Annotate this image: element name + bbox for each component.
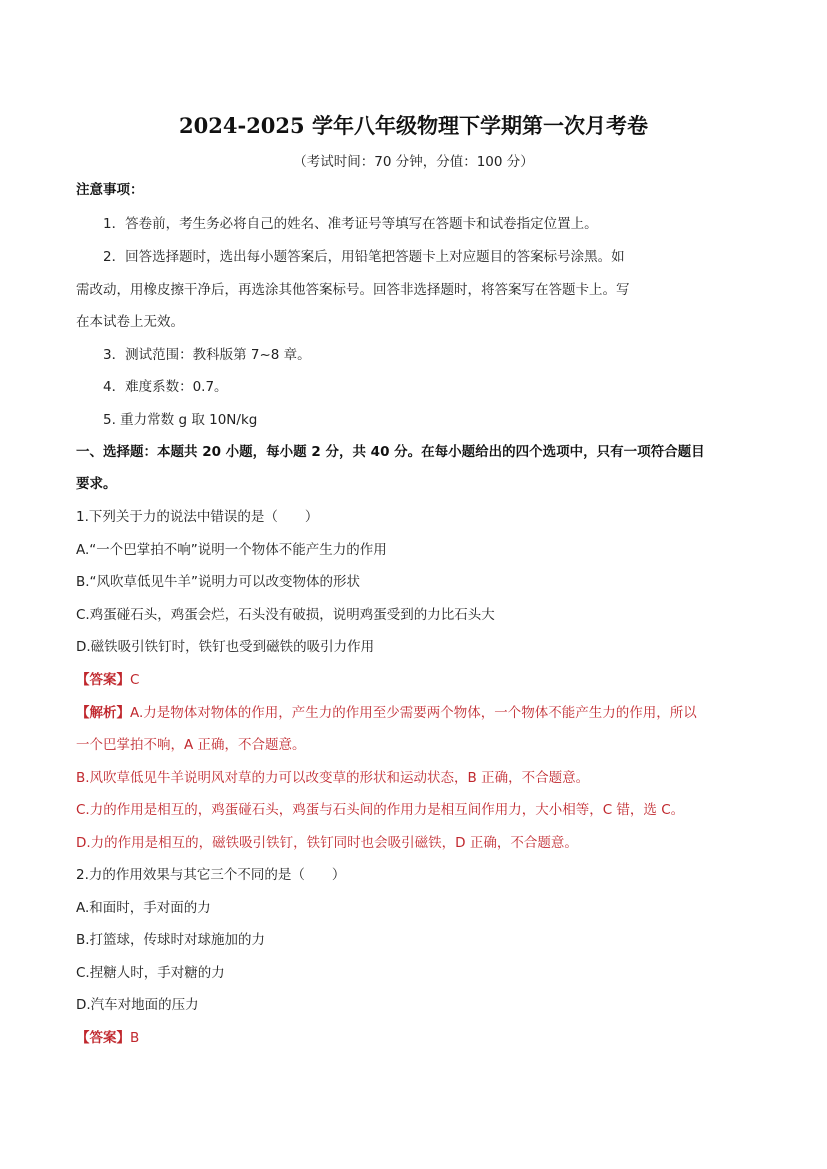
notice-item-5: 5. 重力常数 g 取 10N/kg: [103, 412, 258, 428]
question-1-stem: 1.下列关于力的说法中错误的是（ ）: [76, 509, 319, 525]
page-title: 2024-2025 学年八年级物理下学期第一次月考卷: [179, 113, 648, 138]
analysis-text: 一个巴掌拍不响，A 正确，不合题意。: [76, 737, 306, 753]
notice-item-1: 1．答卷前，考生务必将自己的姓名、准考证号等填写在答题卡和试卷指定位置上。: [103, 216, 598, 232]
analysis-label: 【解析】: [76, 705, 130, 721]
answer-label: 【答案】: [76, 672, 130, 688]
question-1-option-b: B.“风吹草低见牛羊”说明力可以改变物体的形状: [76, 574, 361, 590]
question-1-option-a: A.“一个巴掌拍不响”说明一个物体不能产生力的作用: [76, 542, 387, 558]
question-2-answer: [76, 1028, 139, 1048]
notice-heading: 注意事项：: [76, 182, 144, 198]
question-1-analysis: [76, 703, 697, 723]
question-2-option-a: A.和面时，手对面的力: [76, 900, 211, 916]
question-2-option-c: C.捏糖人时，手对糖的力: [76, 965, 225, 981]
notice-item-2-cont: 在本试卷上无效。: [76, 314, 184, 330]
question-2-option-d: D.汽车对地面的压力: [76, 997, 199, 1013]
answer-value: B: [130, 1030, 140, 1046]
notice-item-4: 4．难度系数：0.7。: [103, 379, 228, 395]
question-2-option-b: B.打篮球，传球时对球施加的力: [76, 932, 266, 948]
analysis-text: C.力的作用是相互的，鸡蛋碰石头，鸡蛋与石头间的作用力是相互间作用力，大小相等，C 错，选 C。: [76, 802, 685, 818]
section-heading: 一、选择题：本题共 20 小题，每小题 2 分，共 40 分。在每小题给出的四个选项中，只有一项符合题目: [76, 444, 705, 460]
question-2-stem: 2.力的作用效果与其它三个不同的是（ ）: [76, 867, 346, 883]
notice-item-3: 3．测试范围：教科版第 7~8 章。: [103, 347, 311, 363]
analysis-text: B.风吹草低见牛羊说明风对草的力可以改变草的形状和运动状态，B 正确，不合题意。: [76, 770, 590, 786]
analysis-text: D.力的作用是相互的，磁铁吸引铁钉，铁钉同时也会吸引磁铁，D 正确，不合题意。: [76, 835, 578, 851]
notice-item-2-cont: 需改动，用橡皮擦干净后，再选涂其他答案标号。回答非选择题时，将答案写在答题卡上。写: [76, 282, 630, 298]
question-1-option-c: C.鸡蛋碰石头，鸡蛋会烂，石头没有破损，说明鸡蛋受到的力比石头大: [76, 607, 495, 623]
answer-value: C: [130, 672, 140, 688]
exam-info: （考试时间：70 分钟，分值：100 分）: [293, 154, 534, 170]
question-1-option-d: D.磁铁吸引铁钉时，铁钉也受到磁铁的吸引力作用: [76, 639, 375, 655]
notice-item-2: 2．回答选择题时，选出每小题答案后，用铅笔把答题卡上对应题目的答案标号涂黑。如: [103, 249, 625, 265]
question-1-answer: [76, 670, 139, 690]
section-heading-cont: 要求。: [76, 476, 117, 492]
analysis-text: A.力是物体对物体的作用，产生力的作用至少需要两个物体，一个物体不能产生力的作用，所以: [130, 705, 697, 721]
answer-label: 【答案】: [76, 1030, 130, 1046]
